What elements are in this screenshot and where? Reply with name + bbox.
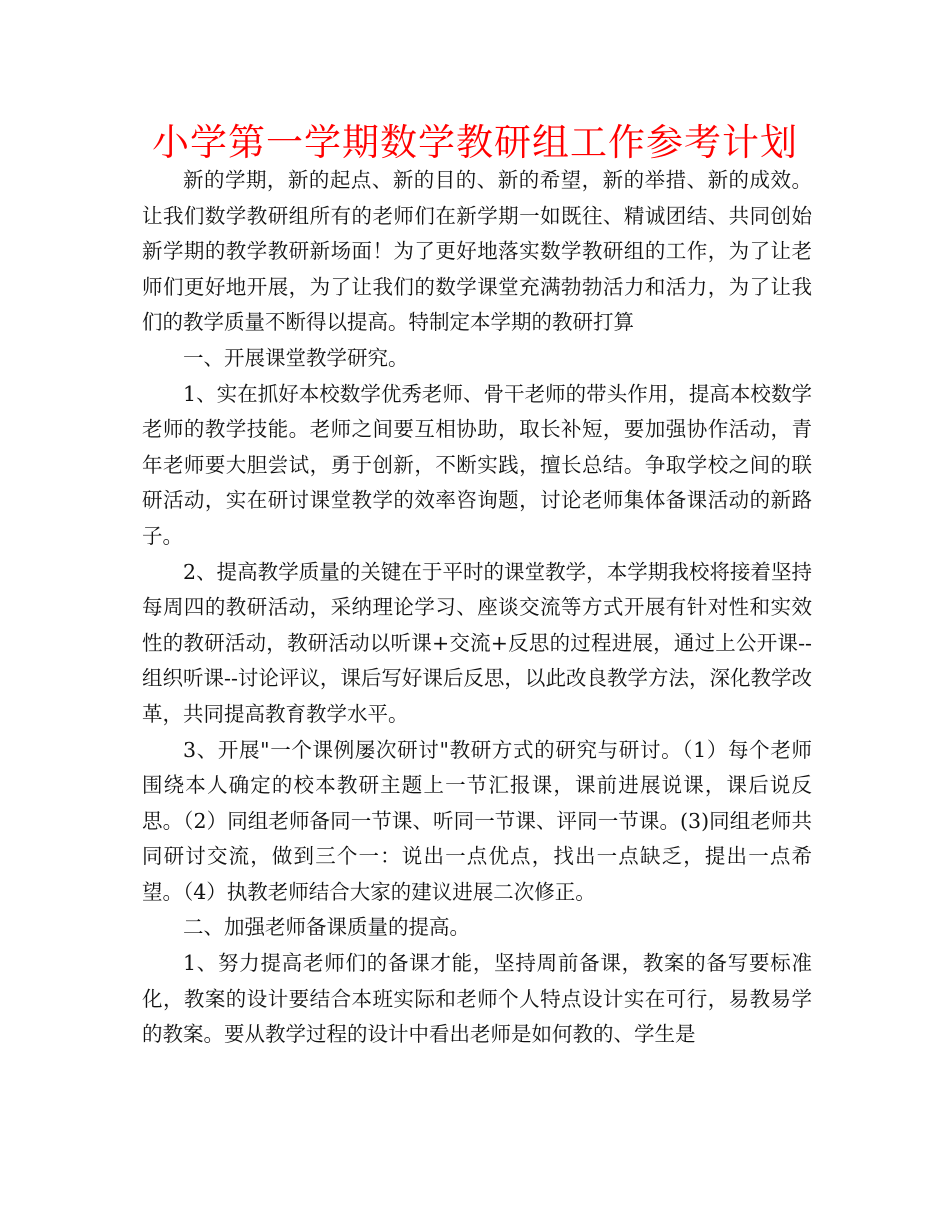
section-heading-1: 一、开展课堂教学研究。 <box>183 345 409 370</box>
section-heading-2: 二、加强老师备课质量的提高。 <box>183 915 470 940</box>
paragraph-1-1: 1、实在抓好本校数学优秀老师、骨干老师的带头作用，提高本校数学老师的教学技能。老师之间要互相协助，取长补短，要加强协作活动，青年老师要大胆尝试，勇于创新，不断实践，擅长总结。争取学校之间的联研活动，实在研讨课堂教学的效率咨询题，讨论老师集体备课活动的新路子。 <box>142 381 812 548</box>
paragraph-1-3: 3、开展"一个课例屡次研讨"教研方式的研究与研讨。（1）每个老师围绕本人确定的校本教研主题上一节汇报课，课前进展说课，课后说反思。（2）同组老师备同一节课、听同一节课、评同一节课。(3)同组老师共同研讨交流，做到三个一：说出一点优点，找出一点缺乏，提出一点希望。（4）执教老师结合大家的建议进展二次修正。 <box>142 737 812 904</box>
paragraph-2-1: 1、努力提高老师们的备课才能，坚持周前备课，教案的备写要标准化，教案的设计要结合本班实际和老师个人特点设计实在可行，易教易学的教案。要从教学过程的设计中看出老师是如何教的、学生是 <box>142 951 812 1047</box>
paragraph-intro: 新的学期，新的起点、新的目的、新的希望，新的举措、新的成效。让我们数学教研组所有的老师们在新学期一如既往、精诚团结、共同创始新学期的教学教研新场面！为了更好地落实数学教研组的工作，为了让老师们更好地开展，为了让我们的数学课堂充满勃勃活力和活力，为了让我们的教学质量不断得以提高。特制定本学期的教研打算 <box>142 168 812 335</box>
document-title: 小学第一学期数学教研组工作参考计划 <box>152 121 798 164</box>
document-body <box>142 163 812 1053</box>
paragraph-1-2: 2、提高教学质量的关键在于平时的课堂教学，本学期我校将接着坚持每周四的教研活动，采纳理论学习、座谈交流等方式开展有针对性和实效性的教研活动，教研活动以听课+交流+反思的过程进展，通过上公开课--组织听课--讨论评议，课后写好课后反思，以此改良教学方法，深化教学改革，共同提高教育教学水平。 <box>142 559 812 726</box>
